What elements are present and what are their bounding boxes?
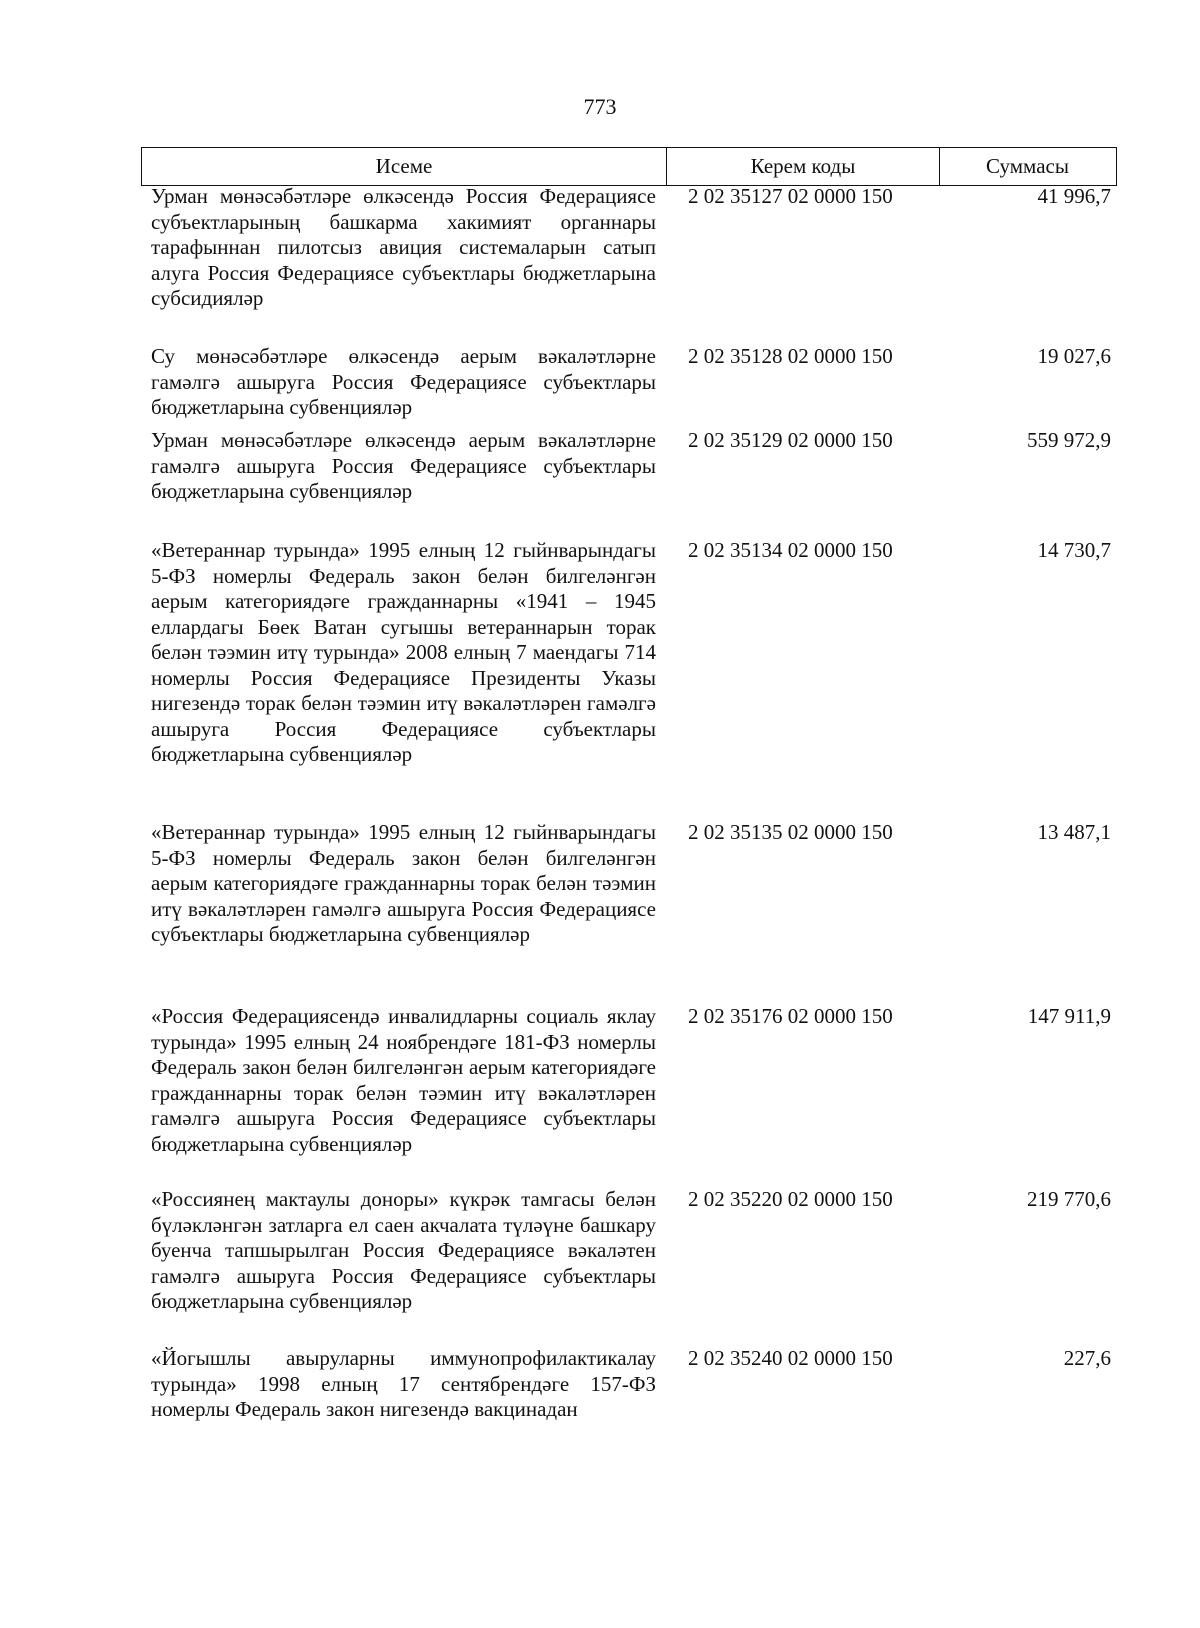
header-sum: Суммасы [986, 154, 1069, 178]
row-sum: 219 770,6 [1027, 1187, 1111, 1211]
row-sum: 227,6 [1063, 1346, 1111, 1370]
row-sum: 559 972,9 [1027, 428, 1111, 452]
row-sum: 13 487,1 [1037, 820, 1111, 844]
row-name: «Йогышлы авыруларны иммунопрофилактикалау турында» 1998 елның 17 сентябрендәге 157-ФЗ номерлы Федераль закон нигезендә вакцинадан [151, 1346, 656, 1421]
row-name: «Россия Федерациясендә инвалидларны социаль яклау турында» 1995 елның 24 ноябрендәге 181-ФЗ номерлы Федераль закон белән билгеләнгән аерым категориядәге гражданнарны торак белән тәэмин итү вәкаләтләрен гамәлгә ашыруга Россия Федерациясе субъектлары бюджетларына субвенцияләр [151, 1004, 656, 1156]
row-code: 2 02 35135 02 0000 150 [688, 820, 893, 844]
row-name: «Россиянең мактаулы доноры» күкрәк тамгасы белән бүләкләнгән затларга ел саен акчалата түләүне башкару буенча тапшырылган Россия Федерациясе вәкаләтен гамәлгә ашыруга Россия Федерациясе субъектлары бюджетларына субвенцияләр [151, 1187, 656, 1313]
page-number: 773 [583, 94, 617, 119]
row-sum: 147 911,9 [1027, 1004, 1111, 1028]
row-name: «Ветераннар турында» 1995 елның 12 гыйнварындагы 5-ФЗ номерлы Федераль закон белән билгеләнгән аерым категориядәге гражданнарны торак белән тәэмин итү вәкаләтләрен гамәлгә ашыруга Россия Федерациясе субъектлары бюджетларына субвенцияләр [151, 820, 656, 946]
row-code: 2 02 35129 02 0000 150 [688, 428, 893, 452]
row-code: 2 02 35128 02 0000 150 [688, 344, 893, 368]
row-name: Су мөнәсәбәтләре өлкәсендә аерым вәкаләтләрне гамәлгә ашыруга Россия Федерациясе субъектлары бюджетларына субвенцияләр [151, 344, 656, 419]
row-sum: 41 996,7 [1037, 184, 1111, 208]
row-code: 2 02 35134 02 0000 150 [688, 538, 893, 562]
row-name: «Ветераннар турында» 1995 елның 12 гыйнварындагы 5-ФЗ номерлы Федераль закон белән билгеләнгән аерым категориядәге гражданнарны «1941 – 1945 еллардагы Бөек Ватан сугышы ветераннарын торак белән тәэмин итү турында» 2008 елның 7 маендагы 714 номерлы Россия Федерациясе Президенты Указы нигезендә торак белән тәэмин итү вәкаләтләрен гамәлгә ашыруга Россия Федерациясе субъектлары бюджетларына субвенцияләр [151, 538, 656, 766]
row-sum: 19 027,6 [1037, 344, 1111, 368]
row-code: 2 02 35240 02 0000 150 [688, 1346, 893, 1370]
table-header [141, 147, 1117, 186]
row-sum: 14 730,7 [1037, 538, 1111, 562]
row-name: Урман мөнәсәбәтләре өлкәсендә Россия Федерациясе субъектларының башкарма хакимият органнары тарафыннан пилотсыз авиция системаларын сатып алуга Россия Федерациясе субъектлары бюджетларына субсидияләр [151, 184, 656, 310]
row-code: 2 02 35127 02 0000 150 [688, 184, 893, 208]
header-code: Керем коды [667, 148, 940, 185]
row-code: 2 02 35220 02 0000 150 [688, 1187, 893, 1211]
budget-table [141, 147, 1117, 1421]
row-code: 2 02 35176 02 0000 150 [688, 1004, 893, 1028]
header-name: Исеме [142, 148, 667, 185]
row-name: Урман мөнәсәбәтләре өлкәсендә аерым вәкаләтләрне гамәлгә ашыруга Россия Федерациясе субъектлары бюджетларына субвенцияләр [151, 428, 656, 503]
